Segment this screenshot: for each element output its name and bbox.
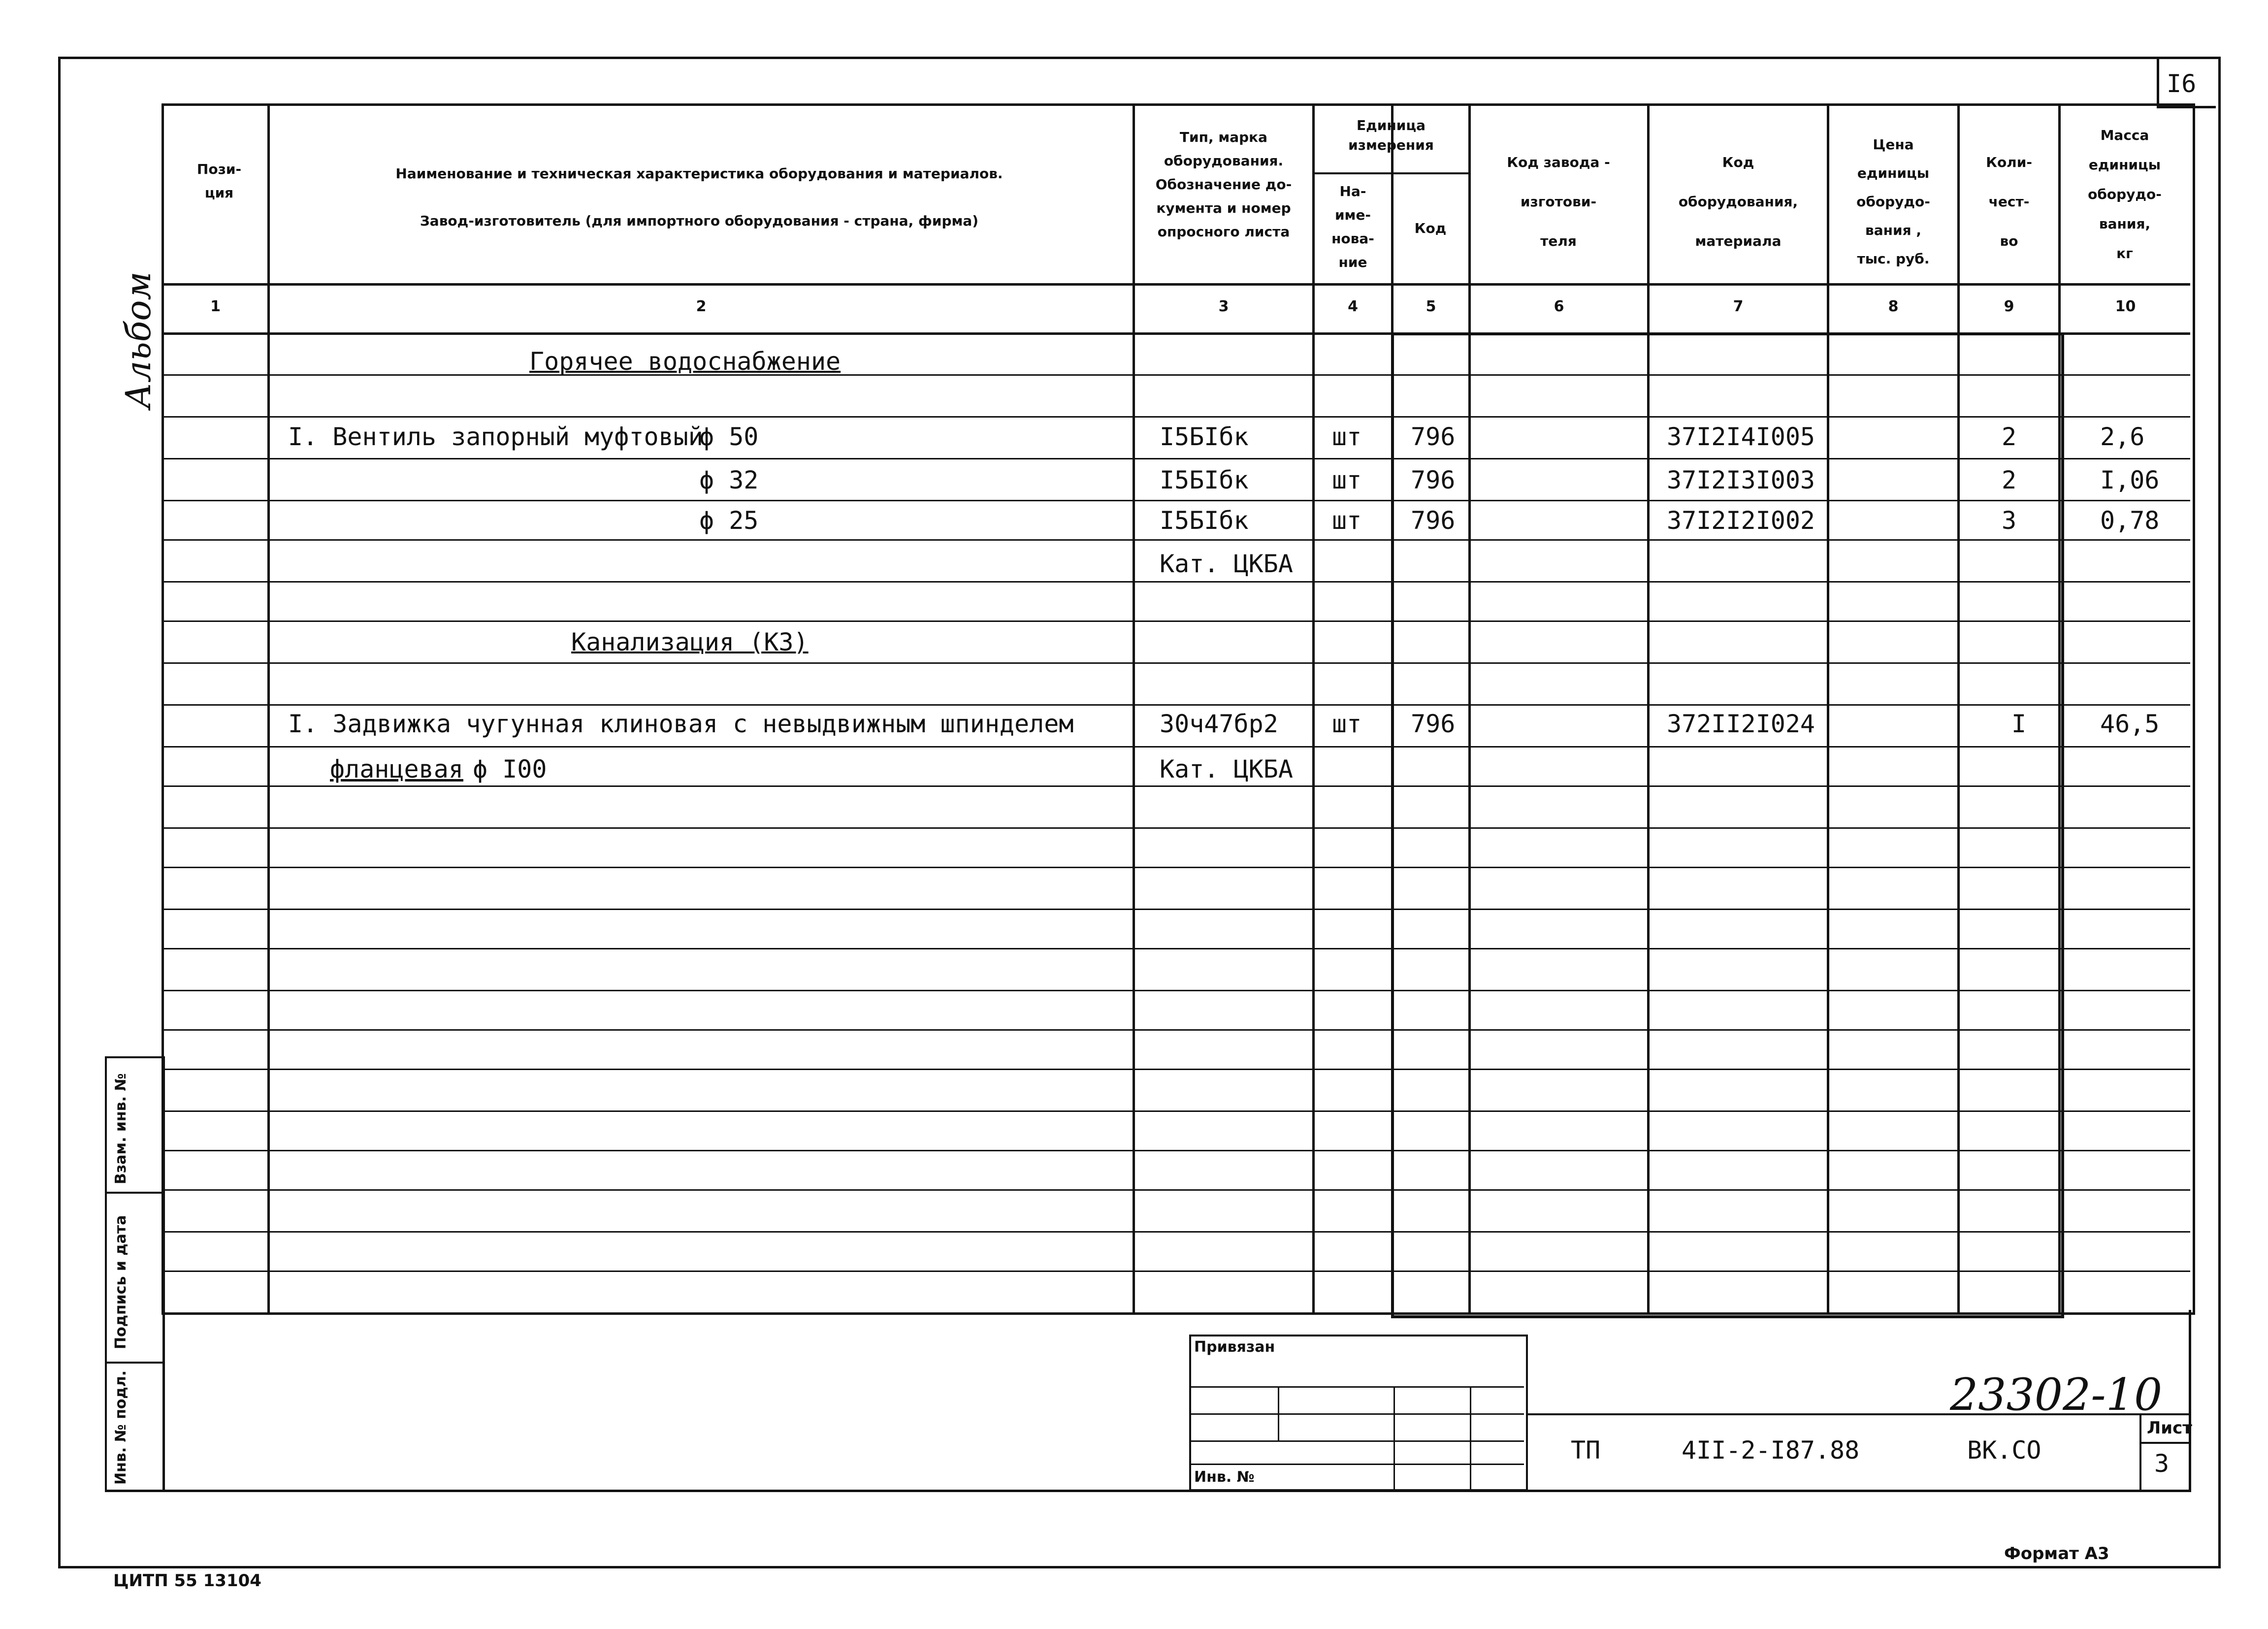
privyazan-v2 bbox=[1393, 1386, 1395, 1490]
list-number: 3 bbox=[2154, 1449, 2170, 1478]
privyazan-h1 bbox=[1189, 1386, 1524, 1388]
col-number-6: 6 bbox=[1554, 298, 1564, 315]
privyazan-h4 bbox=[1189, 1464, 1524, 1465]
col-number-4: 4 bbox=[1348, 298, 1358, 315]
list-box-left bbox=[2139, 1413, 2141, 1492]
section-sewer: Канализация (К3) bbox=[571, 628, 809, 656]
row-5-code: 796 bbox=[1411, 710, 1456, 738]
row-1-unit: шт bbox=[1332, 423, 1362, 451]
row-5-name: I. Задвижка чугунная клиновая с невыдвижным шпинделем bbox=[288, 710, 1074, 738]
unit-group-divider bbox=[1312, 172, 1470, 174]
header-position: Пози- ция bbox=[196, 161, 242, 201]
side-stamp-inv-original: Инв. № подл. bbox=[112, 1370, 130, 1485]
project-number: 4II-2-I87.88 bbox=[1682, 1436, 1860, 1465]
tp-label: ТП bbox=[1571, 1436, 1601, 1465]
row-1-name: I. Вентиль запорный муфтовый bbox=[288, 423, 703, 451]
row-2-type: I5БIбк bbox=[1160, 466, 1249, 494]
row-5-matcode: 372II2I024 bbox=[1667, 710, 1815, 738]
row-4-type: Кат. ЦКБА bbox=[1160, 550, 1293, 578]
side-stamp-div-1 bbox=[105, 1192, 164, 1194]
col-number-2: 2 bbox=[696, 298, 707, 315]
col-number-7: 7 bbox=[1733, 298, 1744, 315]
privyazan-h3 bbox=[1189, 1440, 1524, 1442]
section-hot-water: Горячее водоснабжение bbox=[529, 347, 841, 376]
row-2-unit: шт bbox=[1332, 466, 1362, 494]
side-stamp-top bbox=[105, 1056, 164, 1058]
col-number-8: 8 bbox=[1888, 298, 1899, 315]
row-5-mass: 46,5 bbox=[2100, 710, 2160, 738]
bottom-code: ЦИТП 55 13104 bbox=[113, 1571, 261, 1591]
sheet-top-number: I6 bbox=[2167, 69, 2197, 98]
col-number-3: 3 bbox=[1218, 298, 1229, 315]
side-stamp-left bbox=[105, 1056, 107, 1492]
privyazan-inv-label: Инв. № bbox=[1194, 1468, 1255, 1486]
header-factory-code: Код завода - изготови- теля bbox=[1507, 154, 1610, 249]
row-3-mass: 0,78 bbox=[2100, 506, 2160, 535]
row-6-name: фланцевая bbox=[330, 755, 463, 783]
row-3-unit: шт bbox=[1332, 506, 1362, 535]
row-6-type: Кат. ЦКБА bbox=[1160, 755, 1293, 783]
header-name: Наименование и техническая характеристика оборудования и материалов. Завод-изготовитель (для импортного оборудования - страна, фирма) bbox=[395, 165, 1003, 229]
col-number-5: 5 bbox=[1426, 298, 1436, 315]
col-number-9: 9 bbox=[2004, 298, 2014, 315]
row-3-code: 796 bbox=[1411, 506, 1456, 535]
list-box-mid bbox=[2139, 1442, 2191, 1444]
row-1-matcode: 37I2I4I005 bbox=[1667, 423, 1815, 451]
row-1-mass: 2,6 bbox=[2100, 423, 2145, 451]
header-unit-code: Код bbox=[1414, 220, 1447, 236]
row-3-matcode: 37I2I2I002 bbox=[1667, 506, 1815, 535]
col-number-10: 10 bbox=[2115, 298, 2136, 315]
side-stamp-signature-date: Подпись и дата bbox=[112, 1215, 130, 1349]
row-1-dia: ϕ 50 bbox=[699, 423, 759, 451]
header-mass: Масса единицы оборудо- вания, кг bbox=[2088, 127, 2162, 261]
side-stamp-right bbox=[162, 1056, 165, 1492]
title-block-bottom bbox=[105, 1490, 2190, 1492]
privyazan-v1 bbox=[1278, 1386, 1279, 1440]
side-stamp-replace-inv: Взам. инв. № bbox=[112, 1073, 130, 1184]
row-2-code: 796 bbox=[1411, 466, 1456, 494]
privyazan-label: Привязан bbox=[1194, 1338, 1275, 1356]
format-label: Формат А3 bbox=[2004, 1544, 2109, 1564]
row-2-dia: ϕ 32 bbox=[699, 466, 759, 494]
row-1-code: 796 bbox=[1411, 423, 1456, 451]
row-5-type: 30ч47бр2 bbox=[1160, 710, 1278, 738]
header-bottom-line bbox=[162, 283, 2190, 286]
row-3-dia: ϕ 25 bbox=[699, 506, 759, 535]
privyazan-block bbox=[1189, 1335, 1528, 1491]
privyazan-h2 bbox=[1189, 1413, 1524, 1415]
side-stamp-div-2 bbox=[105, 1362, 164, 1364]
header-quantity: Коли- чест- во bbox=[1986, 154, 2032, 249]
row-1-type: I5БIбк bbox=[1160, 423, 1249, 451]
row-6-dia: ϕ I00 bbox=[473, 755, 547, 783]
header-price: Цена единицы оборудо- вания , тыс. руб. bbox=[1856, 136, 1930, 267]
title-block-right bbox=[2189, 1310, 2191, 1492]
row-2-mass: I,06 bbox=[2100, 466, 2160, 494]
header-unit-group: Единица измерения bbox=[1348, 117, 1434, 153]
row-5-unit: шт bbox=[1332, 710, 1362, 738]
doc-code: ВК.СО bbox=[1967, 1436, 2041, 1465]
row-2-qty: 2 bbox=[2002, 466, 2017, 494]
row-5-qty: I bbox=[2011, 710, 2027, 738]
sheet-number-box-left bbox=[2157, 57, 2159, 108]
row-3-qty: 3 bbox=[2002, 506, 2017, 535]
col-number-1: 1 bbox=[210, 298, 221, 315]
header-unit-name: На- име- нова- ние bbox=[1331, 183, 1374, 270]
header-type: Тип, марка оборудования. Обозначение до- кумента и номер опросного листа bbox=[1155, 129, 1292, 240]
album-handwritten: Альбом bbox=[118, 271, 159, 409]
header-material-code: Код оборудования, материала bbox=[1678, 154, 1798, 249]
row-1-qty: 2 bbox=[2002, 423, 2017, 451]
handwritten-doc-number: 23302-10 bbox=[1950, 1369, 2163, 1421]
list-label: Лист bbox=[2147, 1418, 2192, 1438]
row-2-matcode: 37I2I3I003 bbox=[1667, 466, 1815, 494]
privyazan-v3 bbox=[1470, 1386, 1471, 1490]
row-3-type: I5БIбк bbox=[1160, 506, 1249, 535]
